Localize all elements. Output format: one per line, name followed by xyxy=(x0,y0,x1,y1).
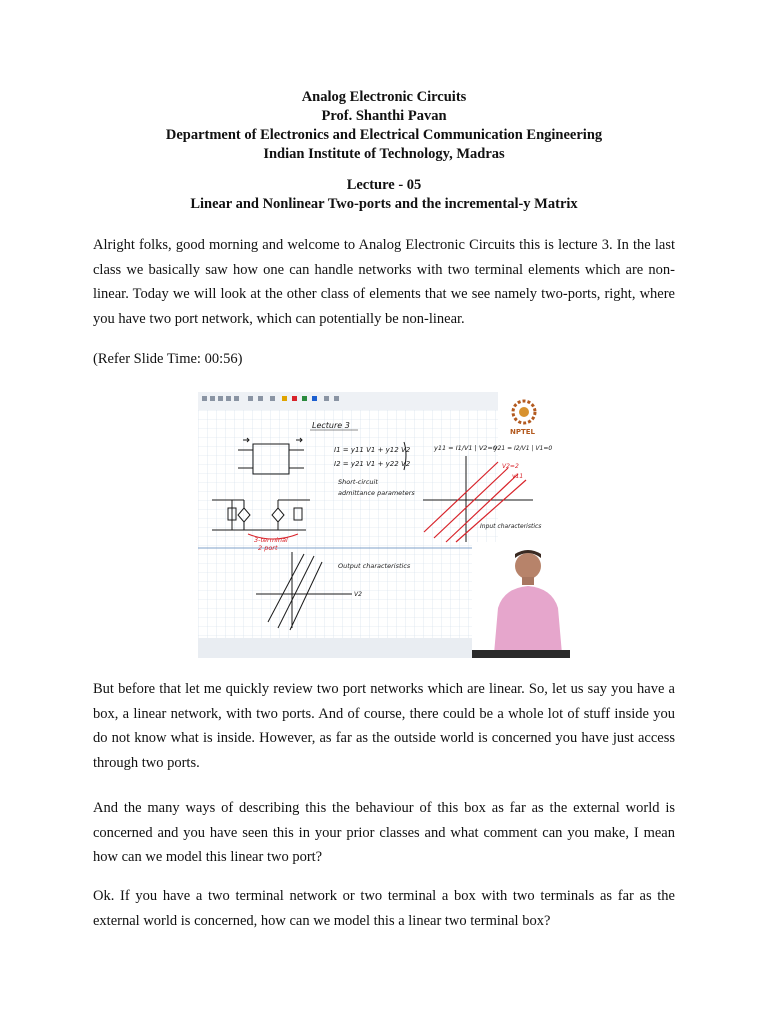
slide-time-reference: (Refer Slide Time: 00:56) xyxy=(93,351,243,367)
institute-name: Indian Institute of Technology, Madras xyxy=(263,146,505,162)
equation-i2: I2 = y21 V1 + y22 V2 xyxy=(334,460,411,468)
y21-definition: y21 = I2/V1 | V1=0 xyxy=(494,445,553,452)
input-characteristics-label: Input characteristics xyxy=(480,523,542,530)
note-short-circuit: Short-circuit xyxy=(338,478,378,486)
course-title: Analog Electronic Circuits xyxy=(301,89,467,105)
two-port-label: 2 port xyxy=(258,544,278,552)
paragraph-describing-box: And the many ways of describing this the behaviour of this box as far as the external world is concerned and you have seen this in your prior classes and what comment can you make, I mean how can we model this linear two port? xyxy=(93,800,675,865)
slide-heading: Lecture 3 xyxy=(312,421,350,430)
output-v2-label: V2 xyxy=(354,591,362,598)
paragraph-two-terminal: Ok. If you have a two terminal network or two terminal a box with two terminals as far as the external world is concerned, how can we model this a linear two terminal box? xyxy=(93,888,675,929)
paragraph-intro: Alright folks, good morning and welcome to Analog Electronic Circuits this is lecture 3. In the last class we basically saw how one can handle networks with two terminal elements which are non-linear. Today we will look at the other class of elements that we see namely two-ports, right, where you have two port network, which can potentially be non-linear. xyxy=(93,237,675,327)
three-terminal-label: 3-terminal xyxy=(254,536,288,544)
department-name: Department of Electronics and Electrical Communication Engineering xyxy=(165,127,603,143)
svg-text:V2=2: V2=2 xyxy=(502,463,519,470)
note-admittance: admittance parameters xyxy=(338,489,415,497)
lecture-title: Linear and Nonlinear Two-ports and the incremental-y Matrix xyxy=(190,196,578,212)
svg-text:NPTEL: NPTEL xyxy=(510,428,536,436)
toolbar xyxy=(198,392,498,410)
professor-name: Prof. Shanthi Pavan xyxy=(321,108,447,124)
paragraph-linear-two-port: But before that let me quickly review two port networks which are linear. So, let us say you have a box, a linear network, with two ports. And of course, there could be a whole lot of stuff inside you do not know what is inside. However, as far as the outside world is concerned you have just access through two ports. xyxy=(93,681,675,771)
equation-i1: I1 = y11 V1 + y12 V2 xyxy=(334,446,411,454)
svg-text:y11: y11 xyxy=(512,473,524,480)
y11-definition: y11 = I1/V1 | V2=0 xyxy=(434,444,498,452)
lecture-slide-image xyxy=(198,392,570,658)
lecture-number: Lecture - 05 xyxy=(346,177,422,193)
output-characteristics-label: Output characteristics xyxy=(338,562,411,570)
document-header xyxy=(0,88,768,214)
presenter-video xyxy=(472,542,570,658)
